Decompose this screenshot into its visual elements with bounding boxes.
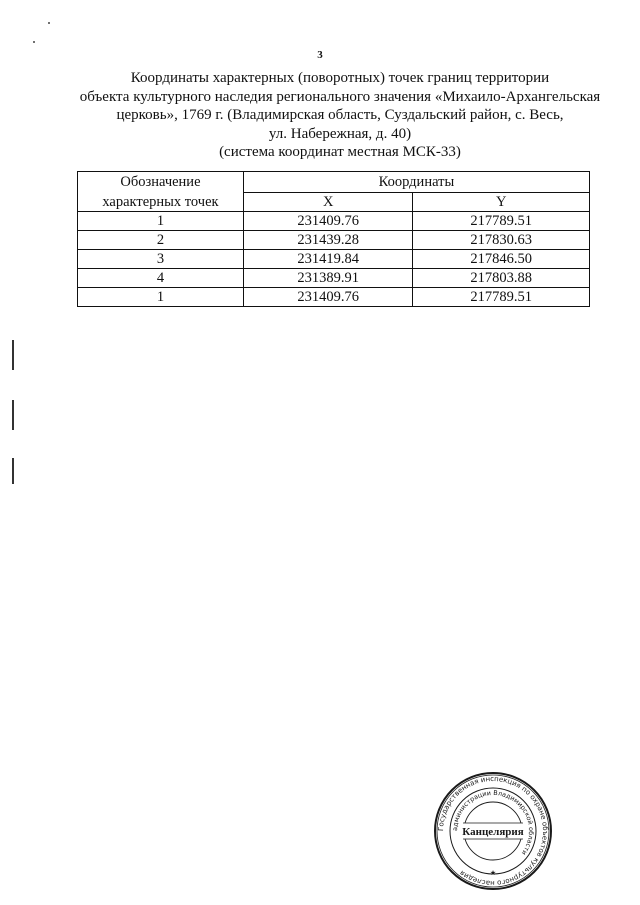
table-row [78,269,590,288]
margin-mark [12,400,14,430]
scan-dot [48,22,50,24]
y-header: Y [413,193,590,212]
y-cell: 217789.51 [413,212,590,231]
point-header-bottom: характерных точек [78,193,244,212]
star-icon: ★ [489,869,497,877]
y-cell: 217789.51 [413,288,590,307]
stamp-inner-text: администрации Владимирской области [450,788,536,857]
table-subheader-row [78,193,590,212]
table-row [78,212,590,231]
office-stamp [433,771,553,891]
point-cell: 2 [78,231,244,250]
point-header-top: Обозначение [78,172,244,193]
x-cell: 231419.84 [243,250,413,269]
coordinates-header: Координаты [243,172,589,193]
coordinates-table [77,171,590,307]
point-cell: 4 [78,269,244,288]
x-cell: 231439.28 [243,231,413,250]
x-cell: 231389.91 [243,269,413,288]
table-header-row [78,172,590,193]
table-row [78,250,590,269]
x-header: X [243,193,413,212]
point-cell: 1 [78,212,244,231]
heading-line-2: объекта культурного наследия регионального значения «Михаило-Архангельская [79,88,601,105]
y-cell: 217830.63 [413,231,590,250]
margin-mark [12,458,14,484]
stamp-outer-text: Государственная инспекция по охране объектов культурного наследия [436,774,550,888]
margin-mark [12,340,14,370]
y-cell: 217846.50 [413,250,590,269]
heading-line-4: ул. Набережная, д. 40) [268,125,412,142]
scan-dot [33,41,35,43]
document-heading [70,69,610,162]
point-cell: 1 [78,288,244,307]
table-row [78,288,590,307]
page-number: 3 [317,49,323,61]
table-row [78,231,590,250]
heading-line-5: (система координат местная МСК-33) [219,144,461,160]
point-cell: 3 [78,250,244,269]
x-cell: 231409.76 [243,212,413,231]
y-cell: 217803.88 [413,269,590,288]
stamp-center-text: Канцелярия [462,826,524,838]
heading-line-1: Координаты характерных (поворотных) точек границ территории [130,70,550,86]
heading-line-3: церковь», 1769 г. (Владимирская область, Суздальский район, с. Весь, [116,107,564,123]
x-cell: 231409.76 [243,288,413,307]
